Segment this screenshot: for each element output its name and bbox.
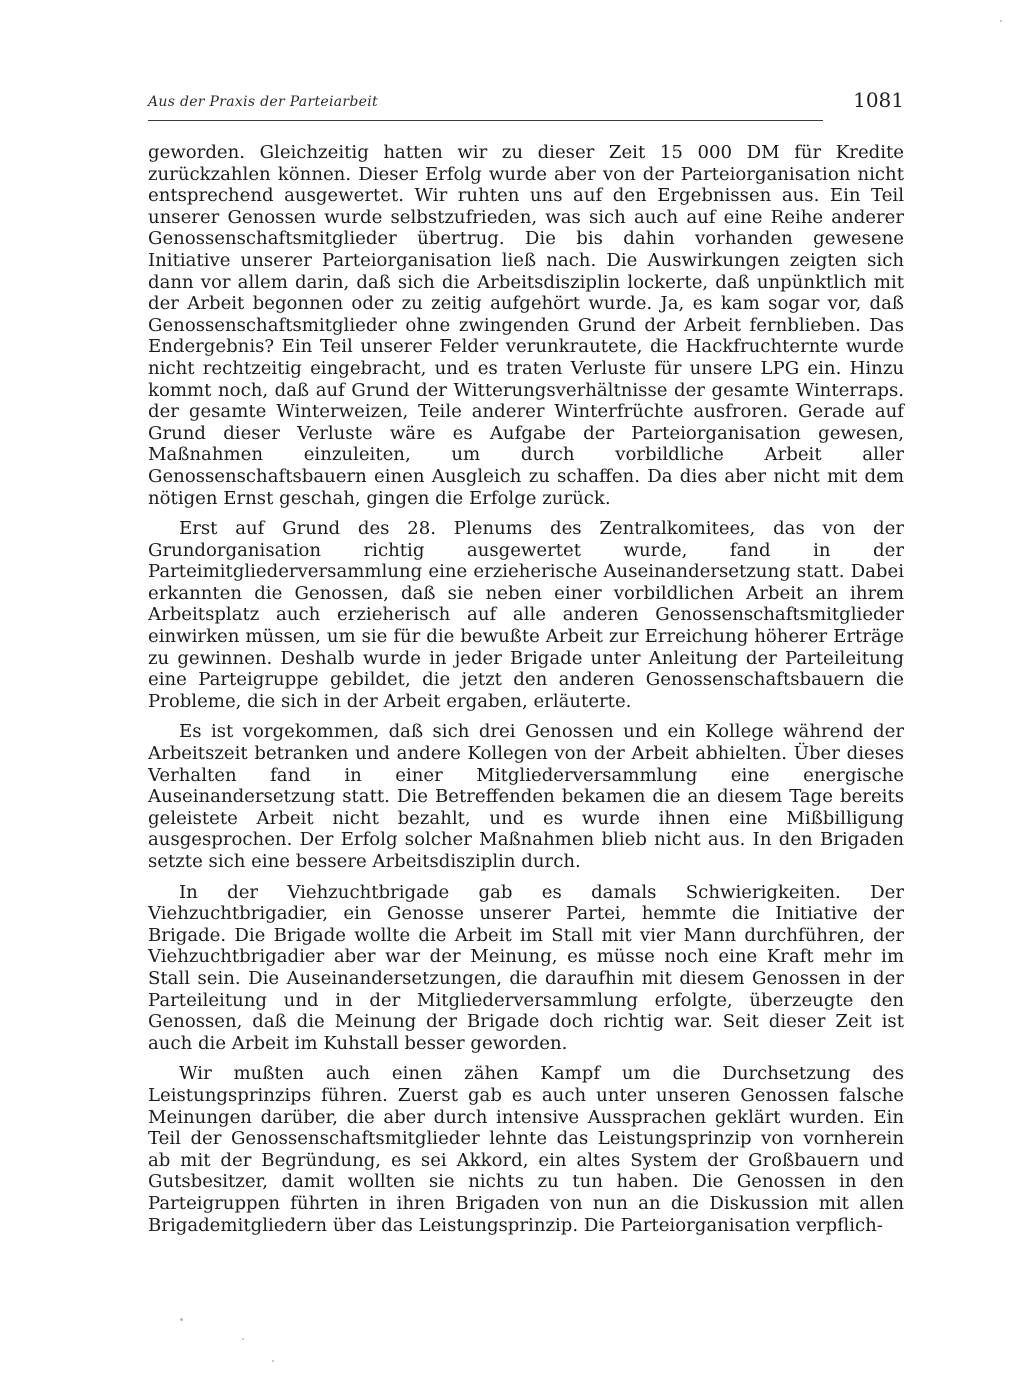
scan-speck [242, 1338, 244, 1340]
paragraph-5: Wir mußten auch einen zähen Kampf um die Durchsetzung des Leistungsprinzips führen. Zuerst gab es auch unter unseren Genossen falsche Meinungen darüber, die aber durch intensive Aussprachen geklärt wurden. Ein Teil der Genossenschaftsmitglieder lehnte das Leistungsprinzip von vornherein ab mit der Begründung, es sei Akkord, ein altes System der Großbauern und Gutsbesitzer, damit wollten sie nichts zu tun haben. Die Genossen in den Parteigruppen führten in ihren Brigaden von nun an die Diskussion mit allen Brigademitgliedern über das Leistungsprinzip. Die Parteiorganisation verpflich- [148, 1063, 904, 1236]
scan-speck [180, 1318, 183, 1321]
scan-speck [272, 1360, 274, 1362]
page-number: 1081 [853, 88, 904, 112]
paragraph-1: geworden. Gleichzeitig hatten wir zu dieser Zeit 15 000 DM für Kredite zurückzahlen können. Dieser Erfolg wurde aber von der Parteiorganisation nicht entsprechend ausgewertet. Wir ruhten uns auf den Ergebnissen aus. Ein Teil unserer Genossen wurde selbstzufrieden, was sich auch auf eine Reihe anderer Genossenschaftsmitglieder übertrug. Die bis dahin vorhanden gewesene Initiative unserer Parteiorganisation ließ nach. Die Auswirkungen zeigten sich dann vor allem darin, daß sich die Arbeitsdisziplin lockerte, daß unpünktlich mit der Arbeit begonnen oder zu zeitig aufgehört wurde. Ja, es kam sogar vor, daß Genossenschaftsmitglieder ohne zwingenden Grund der Arbeit fernblieben. Das Endergebnis? Ein Teil unserer Felder verunkrautete, die Hackfruchternte wurde nicht rechtzeitig eingebracht, und es traten Verluste für unsere LPG ein. Hinzu kommt noch, daß auf Grund der Witterungsverhältnisse der gesamte Winterraps. der gesamte Winterweizen, Teile anderer Winterfrüchte ausfroren. Gerade auf Grund dieser Verluste wäre es Aufgabe der Parteiorganisation gewesen, Maßnahmen einzuleiten, um durch vorbildliche Arbeit aller Genossenschaftsbauern einen Ausgleich zu schaffen. Da dies aber nicht mit dem nötigen Ernst geschah, gingen die Erfolge zurück. [148, 142, 904, 509]
header-rule [148, 120, 823, 121]
running-head [148, 88, 904, 118]
scan-speck [1000, 20, 1002, 22]
running-title: Aus der Praxis der Parteiarbeit [148, 94, 378, 110]
paragraph-2: Erst auf Grund des 28. Plenums des Zentralkomitees, das von der Grundorganisation richtig ausgewertet wurde, fand in der Parteimitgliederversammlung eine erzieherische Auseinandersetzung statt. Dabei erkannten die Genossen, daß sie neben einer vorbildlichen Arbeit an ihrem Arbeitsplatz auch erzieherisch auf alle anderen Genossenschaftsmitglieder einwirken müssen, um sie für die bewußte Arbeit zur Erreichung höherer Erträge zu gewinnen. Deshalb wurde in jeder Brigade unter Anleitung der Parteileitung eine Parteigruppe gebildet, die jetzt den anderen Genossenschaftsbauern die Probleme, die sich in der Arbeit ergaben, erläuterte. [148, 518, 904, 712]
paragraph-3: Es ist vorgekommen, daß sich drei Genossen und ein Kollege während der Arbeitszeit betranken und andere Kollegen von der Arbeit abhielten. Über dieses Verhalten fand in einer Mitgliederversammlung eine energische Auseinandersetzung statt. Die Betreffenden bekamen die an diesem Tage bereits geleistete Arbeit nicht bezahlt, und es wurde ihnen eine Mißbilligung ausgesprochen. Der Erfolg solcher Maßnahmen blieb nicht aus. In den Brigaden setzte sich eine bessere Arbeitsdisziplin durch. [148, 721, 904, 872]
body-text [148, 142, 904, 1236]
paragraph-4: In der Viehzuchtbrigade gab es damals Schwierigkeiten. Der Viehzuchtbrigadier, ein Genosse unserer Partei, hemmte die Initiative der Brigade. Die Brigade wollte die Arbeit im Stall mit vier Mann durchführen, der Viehzuchtbrigadier aber war der Meinung, es müsse noch eine Kraft mehr im Stall sein. Die Auseinandersetzungen, die daraufhin mit diesem Genossen in der Parteileitung und in der Mitgliederversammlung erfolgte, überzeugte den Genossen, daß die Meinung der Brigade doch richtig war. Seit dieser Zeit ist auch die Arbeit im Kuhstall besser geworden. [148, 881, 904, 1054]
